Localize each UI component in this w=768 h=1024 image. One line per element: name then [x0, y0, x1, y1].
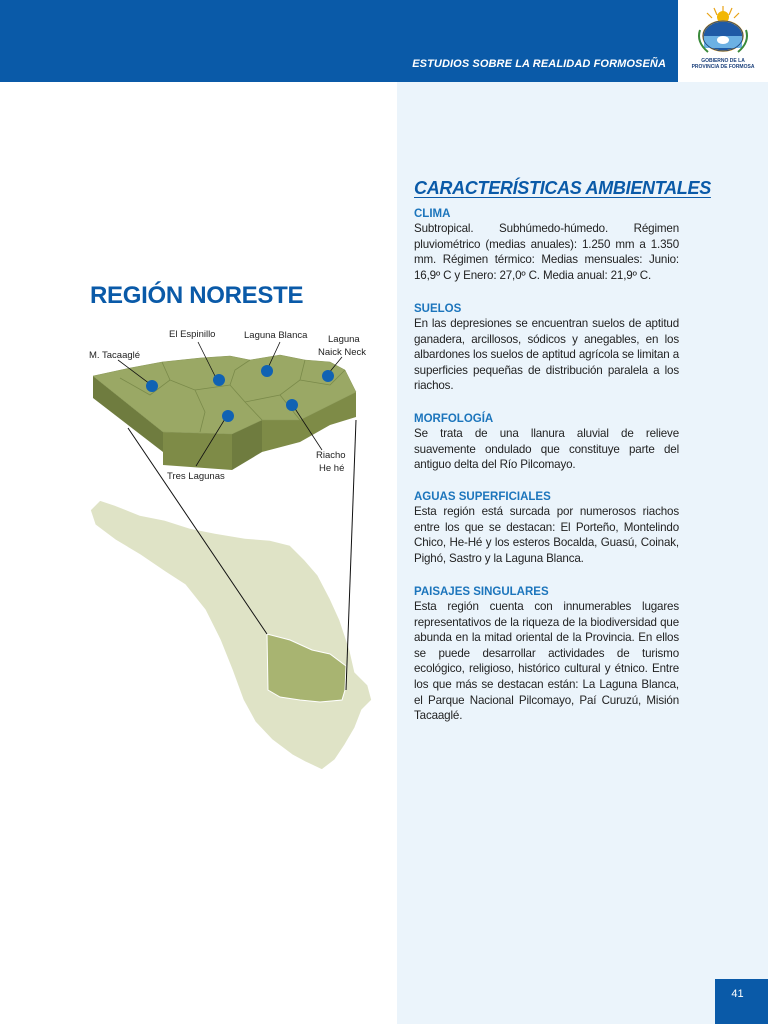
section-clima [414, 207, 679, 283]
section-aguas-superficiales [414, 490, 679, 566]
section-title: CLIMA [414, 208, 451, 220]
section-text: En las depresiones se encuentran suelos de aptitud ganadera, arcillosos, sódicos y anegables, en los albardones los suelos de aptitud agrícola se limitan a superficies pequeñas de distribución paralela a los riachos. [414, 317, 679, 393]
section-morfologia [414, 412, 679, 473]
coat-of-arms-icon [678, 0, 768, 58]
section-text: Esta región cuenta con innumerables lugares representativos de la riqueza de la biodiversidad que abunda en la mitad oriental de la Provincia. En ellos se puede desarrollar actividades de turismo ecológico, religioso, histórico cultural y étnico. Entre los que más se destacan están: La Laguna Blanca, el Parque Nacional Pilcomayo, Paí Curuzú, Misión Tacaaglé. [414, 600, 679, 723]
espinillo-marker [213, 374, 225, 386]
section-title: MORFOLOGÍA [414, 413, 494, 425]
region-title: REGIÓN NORESTE [90, 282, 304, 309]
section-title: AGUAS SUPERFICIALES [414, 491, 551, 503]
page-number: 41 [731, 988, 744, 1000]
section-paisajes-singulares [414, 585, 679, 724]
section-text: Esta región está surcada por numerosos riachos entre los que se destacan: El Porteño, Montelindo Chico, He-Hé y los esteros Bocalda, Guasú, Coinak, Pighó, Sastro y la Laguna Blanca. [414, 505, 679, 565]
tacaagle-marker [146, 380, 158, 392]
page-number-box [715, 979, 768, 1024]
section-title: PAISAJES SINGULARES [414, 586, 549, 598]
label-riacho-2: He hé [319, 463, 345, 474]
label-laguna-blanca: Laguna Blanca [244, 330, 308, 341]
header-title: ESTUDIOS SOBRE LA REALIDAD FORMOSEÑA [412, 58, 666, 70]
label-tres-lagunas: Tres Lagunas [167, 471, 225, 482]
section-text: Subtropical. Subhúmedo-húmedo. Régimen pluviométrico (medias anuales): 1.250 mm a 1.350 mm. Régimen térmico: Medias mensuales: Junio: 16,9º C y Enero: 27,0º C. Media anual: 21,9º C. [414, 222, 679, 282]
province-outline [90, 500, 372, 770]
logo-caption [678, 58, 768, 70]
label-laguna-naick-neck-1: Laguna [328, 334, 360, 345]
label-riacho-1: Riacho [316, 450, 346, 461]
label-el-espinillo: El Espinillo [169, 329, 216, 340]
section-suelos [414, 302, 679, 394]
section-title: SUELOS [414, 303, 462, 315]
logo-caption-line1: GOBIERNO DE LA [701, 58, 745, 64]
naick-neck-marker [322, 370, 334, 382]
riacho-he-he-marker [286, 399, 298, 411]
government-logo [678, 0, 768, 82]
label-m-tacaagle: M. Tacaaglé [89, 350, 141, 361]
section-heading: CARACTERÍSTICAS AMBIENTALES [414, 178, 711, 198]
logo-caption-line2: PROVINCIA DE FORMOSA [691, 64, 755, 70]
section-text: Se trata de una llanura aluvial de relieve suavemente ondulado que constituye parte del antiguo delta del Río Pilcomayo. [414, 427, 679, 472]
label-laguna-naick-neck-2: Naick Neck [318, 347, 367, 358]
tres-lagunas-marker [222, 410, 234, 422]
laguna-blanca-marker [261, 365, 273, 377]
